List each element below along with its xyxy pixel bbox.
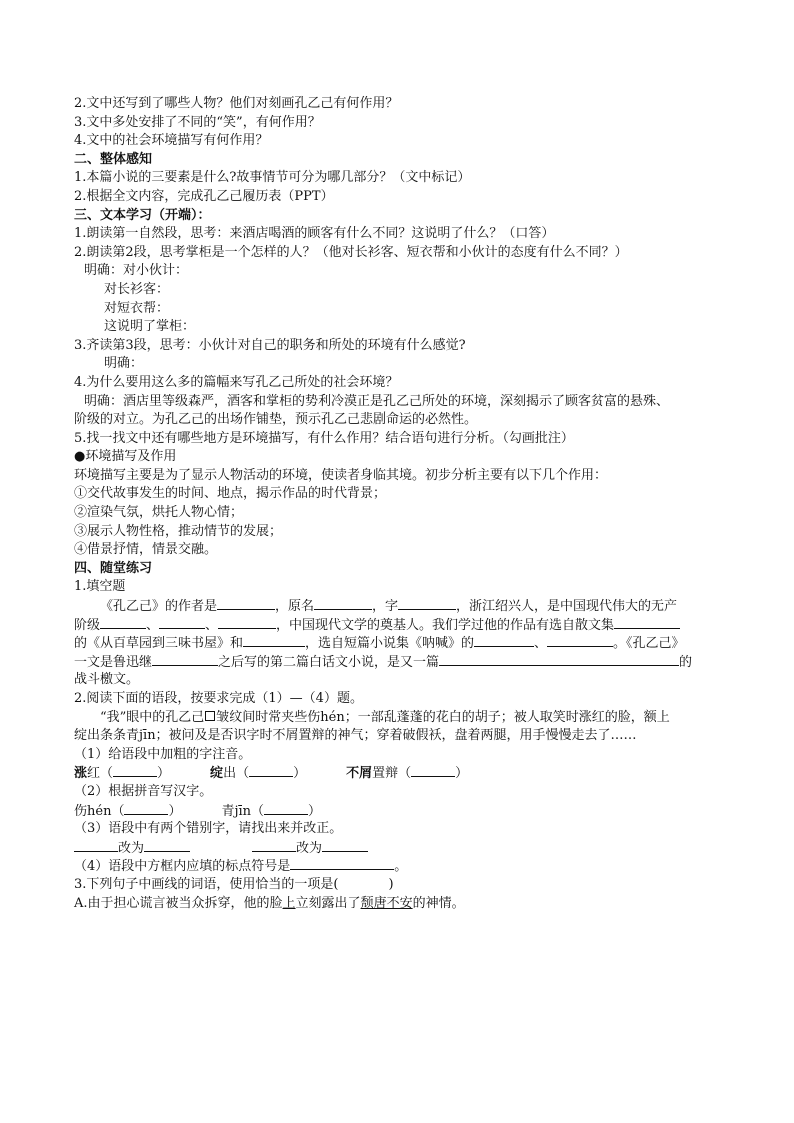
blank-essay-collection[interactable] bbox=[614, 616, 680, 629]
blank-correction-2[interactable] bbox=[322, 839, 368, 852]
pinyin-answer-row: 涨红（ ） 绽出（ ） 不屑置辩（ ） bbox=[74, 766, 469, 782]
option-a: A.由于担心谎言被当众拆穿，他的脸上立刻露出了颓唐不安的神情。 bbox=[74, 895, 465, 911]
answer-clarify-apprentice: 明确：对小伙计： bbox=[84, 263, 189, 279]
blank-title-1[interactable] bbox=[100, 616, 146, 629]
fill-line-3: 的《从百草园到三味书屋》和 ，选自短篇小说集《呐喊》的 、 。《孔乙己》 bbox=[74, 636, 685, 652]
blank-correction-1[interactable] bbox=[144, 839, 190, 852]
passage-line-1: “我”眼中的孔乙己 皱纹间时常夹些伤hén；一部乱蓬蓬的花白的胡子；被人取笑时涨红的脸，额上 bbox=[100, 709, 670, 725]
study-question-4: 4.为什么要用这么多的篇幅来写孔乙己所处的社会环境？ bbox=[74, 374, 399, 390]
blank-story-2[interactable] bbox=[547, 634, 613, 647]
blank-pinyin-zhang[interactable] bbox=[113, 764, 157, 777]
blank-hanzi-hen[interactable] bbox=[124, 802, 168, 815]
fill-line-5: 战斗檄文。 bbox=[74, 672, 140, 688]
answer-clarify-4-line1: 明确：酒店里等级森严，酒客和掌柜的势利冷漠正是孔乙己所处的环境，深刻揭示了顾客贫富的悬殊、 bbox=[84, 393, 670, 409]
hanzi-answer-row: 伤hén（ ） 青jīn（ ） bbox=[74, 803, 322, 819]
question-2: 2.文中还写到了哪些人物？他们对刻画孔乙己有何作用？ bbox=[74, 96, 399, 111]
environment-heading: ●环境描写及作用 bbox=[74, 449, 177, 465]
blank-typo-1[interactable] bbox=[74, 839, 118, 852]
environment-point-2: ②渲染气氛，烘托人物心情； bbox=[74, 505, 244, 521]
answer-clarify-short-coat: 对短衣帮： bbox=[104, 300, 170, 316]
exercise-1-title: 1.填空题 bbox=[74, 579, 126, 595]
environment-point-1: ①交代故事发生的时间、地点，揭示作品的时代背景； bbox=[74, 486, 387, 502]
blank-title-2[interactable] bbox=[159, 616, 205, 629]
perception-question-2: 2.根据全文内容，完成孔乙己履历表（PPT） bbox=[74, 188, 334, 204]
blank-hanzi-jin[interactable] bbox=[264, 802, 308, 815]
perception-question-1: 1.本篇小说的三要素是什么?故事情节可分为哪几部分？（文中标记） bbox=[74, 170, 471, 186]
blank-work[interactable] bbox=[243, 634, 305, 647]
question-4: 4.文中的社会环境描写有何作用？ bbox=[74, 133, 269, 149]
environment-point-3: ③展示人物性格，推动情节的发展； bbox=[74, 523, 283, 539]
study-question-1: 1.朗读第一自然段，思考：来酒店喝酒的顾客有什么不同？这说明了什么？（口答） bbox=[74, 226, 555, 242]
section-heading-4: 四、随堂练习 bbox=[74, 560, 153, 576]
environment-point-4: ④借景抒情，情景交融。 bbox=[74, 542, 218, 558]
blank-pinyin-zhan[interactable] bbox=[249, 764, 293, 777]
answer-clarify-3: 明确： bbox=[104, 356, 144, 372]
blank-previous-story[interactable] bbox=[152, 653, 218, 666]
subquestion-3: （3）语段中有两个错别字，请找出来并改正。 bbox=[74, 821, 343, 837]
blank-author[interactable] bbox=[217, 597, 275, 610]
punctuation-box bbox=[205, 711, 215, 721]
exercise-3-title: 3.下列句子中画线的词语，使用恰当的一项是( ) bbox=[74, 876, 394, 892]
answer-clarify-4-line2: 阶级的对立。为孔乙己的出场作铺垫，预示孔乙己悲剧命运的必然性。 bbox=[74, 412, 478, 428]
answer-clarify-long-gown: 对长衫客： bbox=[104, 281, 170, 297]
blank-original-name[interactable] bbox=[314, 597, 372, 610]
typo-answer-row: 改为 改为 bbox=[74, 839, 724, 858]
environment-intro: 环境描写主要是为了显示人物活动的环境，使读者身临其境。初步分析主要有以下几个作用： bbox=[74, 467, 608, 483]
blank-pinyin-xie[interactable] bbox=[411, 764, 455, 777]
section-heading-2: 二、整体感知 bbox=[74, 151, 153, 167]
fill-line-1: 《孔乙己》的作者是 ，原名 ，字 ，浙江绍兴人，是中国现代伟大的无产 bbox=[100, 599, 678, 615]
blank-description[interactable] bbox=[439, 653, 679, 666]
exercise-2-title: 2.阅读下面的语段，按要求完成（1）—（4）题。 bbox=[74, 691, 363, 706]
passage-line-2: 绽出条条青jīn；被问及是否识字时不屑置辩的神气；穿着破假袄，盘着两腿，用手慢慢走去了…… bbox=[74, 728, 637, 744]
study-question-3: 3.齐读第3段，思考：小伙计对自己的职务和所处的环境有什么感觉? bbox=[74, 337, 466, 353]
blank-title-3[interactable] bbox=[218, 616, 276, 629]
subquestion-1: （1）给语段中加粗的字注音。 bbox=[74, 746, 252, 762]
subquestion-4: （4）语段中方框内应填的标点符号是 。 bbox=[74, 859, 408, 875]
study-question-2: 2.朗读第2段，思考掌柜是一个怎样的人？（他对长衫客、短衣帮和小伙计的态度有什么不同？） bbox=[74, 244, 628, 260]
worksheet-page bbox=[74, 95, 724, 913]
answer-clarify-manager: 这说明了掌柜： bbox=[104, 319, 196, 335]
fill-line-2: 阶级 、 、 ，中国现代文学的奠基人。我们学过他的作品有选自散文集 bbox=[74, 616, 724, 635]
blank-punctuation[interactable] bbox=[290, 857, 394, 870]
blank-story-1[interactable] bbox=[474, 634, 534, 647]
blank-courtesy-name[interactable] bbox=[398, 597, 456, 610]
section-heading-3: 三、文本学习（开端）： bbox=[74, 207, 211, 223]
blank-typo-2[interactable] bbox=[252, 839, 296, 852]
subquestion-2: （2）根据拼音写汉字。 bbox=[74, 783, 213, 799]
fill-line-4: 一文是鲁迅继 之后写的第二篇白话文小说，是又一篇 的 bbox=[74, 654, 693, 670]
question-3: 3.文中多处安排了不同的“笑”，有何作用？ bbox=[74, 114, 321, 130]
study-question-5: 5.找一找文中还有哪些地方是环境描写，有什么作用？结合语句进行分析。（勾画批注） bbox=[74, 430, 574, 446]
